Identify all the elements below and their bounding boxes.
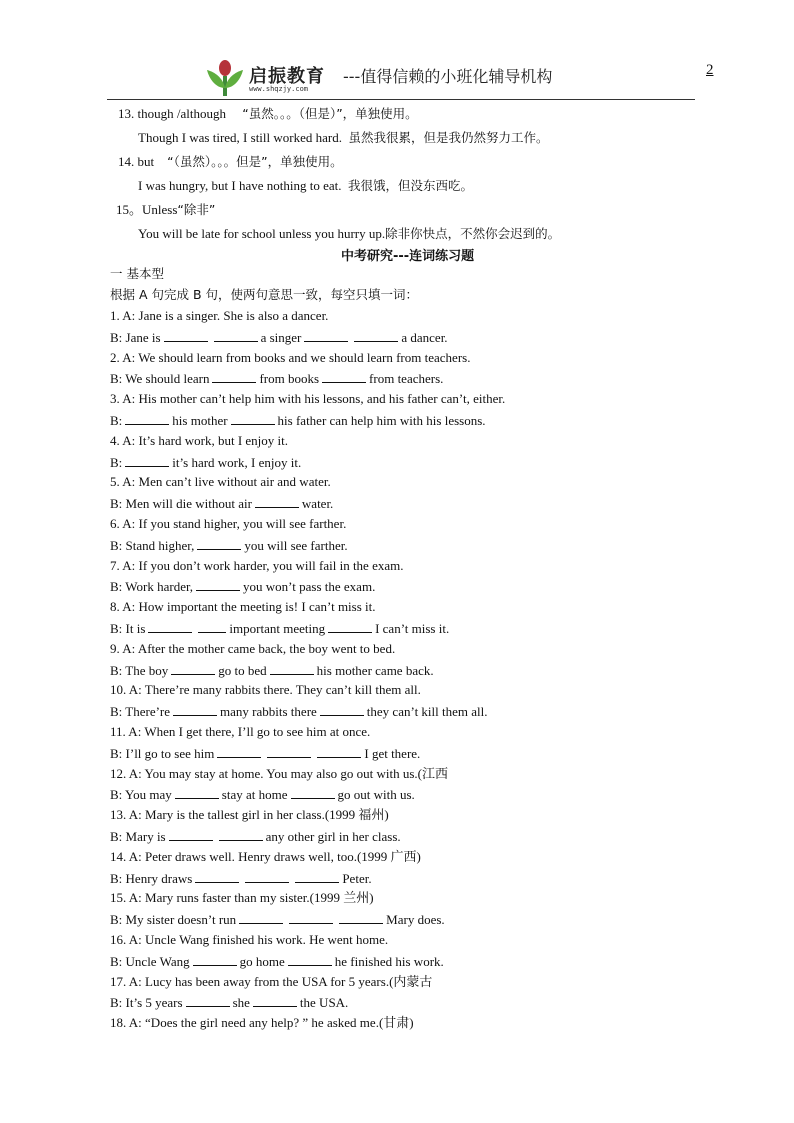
part-heading: 一 基本型 [110,266,164,281]
exercise-a: 5. A: Men can’t live without air and water. [110,474,331,489]
header-divider [107,99,695,100]
exercise-a: 14. A: Peter draws well. Henry draws well, too.(1999 广西) [110,849,421,864]
answer-blank[interactable] [148,620,192,633]
exercise-a: 2. A: We should learn from books and we should learn from teachers. [110,350,471,365]
answer-blank[interactable] [239,911,283,924]
note-example: Though I was tired, I still worked hard. 虽然我很累，但是我仍然努力工作。 [138,130,549,145]
answer-blank[interactable] [245,870,289,883]
brand-name: 启振教育 [249,66,325,87]
exercise-b: B: Work harder, you won’t pass the exam. [110,579,376,594]
exercise-a: 18. A: “Does the girl need any help? ” he asked me.(甘肃) [110,1015,414,1030]
answer-blank[interactable] [270,662,314,675]
note-line: 15。Unless“除非” [116,202,216,217]
answer-blank[interactable] [169,828,213,841]
answer-blank[interactable] [288,953,332,966]
exercise-a: 15. A: Mary runs faster than my sister.(1999 兰州) [110,890,374,905]
answer-blank[interactable] [322,370,366,383]
answer-blank[interactable] [217,745,261,758]
note-line: 14. but “（虽然）。。。但是”，单独使用。 [118,154,343,169]
answer-blank[interactable] [125,454,169,467]
answer-blank[interactable] [295,870,339,883]
section-title: 中考研究---连词练习题 [341,249,475,264]
exercise-a: 10. A: There’re many rabbits there. They can’t kill them all. [110,682,421,697]
answer-blank[interactable] [214,329,258,342]
slogan: ---值得信赖的小班化辅导机构 [343,67,553,86]
exercise-a: 6. A: If you stand higher, you will see farther. [110,516,347,531]
exercise-b: B: You may stay at home go out with us. [110,787,415,802]
exercise-a: 4. A: It’s hard work, but I enjoy it. [110,433,289,448]
answer-blank[interactable] [198,620,226,633]
exercise-b: B: it’s hard work, I enjoy it. [110,455,302,470]
note-line: 13. though /although “虽然。。。（但是）”，单独使用。 [118,106,418,121]
exercise-b: B: My sister doesn’t run Mary does. [110,912,445,927]
exercise-b: B: Men will die without air water. [110,496,334,511]
exercise-b: B: Uncle Wang go home he finished his work. [110,954,444,969]
answer-blank[interactable] [339,911,383,924]
answer-blank[interactable] [304,329,348,342]
answer-blank[interactable] [354,329,398,342]
answer-blank[interactable] [171,662,215,675]
exercise-a: 8. A: How important the meeting is! I can’t miss it. [110,599,376,614]
note-example: I was hungry, but I have nothing to eat. 我很饿，但没东西吃。 [138,178,474,193]
exercise-a: 12. A: You may stay at home. You may also go out with us.(江西 [110,766,449,781]
site-url: www.shqzjy.com [249,85,309,93]
page-number: 2 [706,62,714,78]
exercise-b: B: The boy go to bed his mother came back. [110,663,434,678]
answer-blank[interactable] [289,911,333,924]
exercise-b: B: It is important meeting I can’t miss it. [110,621,450,636]
answer-blank[interactable] [125,412,169,425]
exercise-a: 3. A: His mother can’t help him with his lessons, and his father can’t, either. [110,391,506,406]
note-example: You will be late for school unless you hurry up.除非你快点，不然你会迟到的。 [138,226,561,241]
answer-blank[interactable] [317,745,361,758]
answer-blank[interactable] [212,370,256,383]
exercise-b: B: We should learn from books from teachers. [110,371,444,386]
exercise-b: B: his mother his father can help him with his lessons. [110,413,486,428]
exercise-b: B: I’ll go to see him I get there. [110,746,421,761]
answer-blank[interactable] [195,870,239,883]
answer-blank[interactable] [291,786,335,799]
answer-blank[interactable] [253,994,297,1007]
page-header [107,58,695,100]
answer-blank[interactable] [175,786,219,799]
answer-blank[interactable] [193,953,237,966]
answer-blank[interactable] [267,745,311,758]
answer-blank[interactable] [173,703,217,716]
exercise-b: B: Mary is any other girl in her class. [110,829,401,844]
exercise-b: B: There’re many rabbits there they can’t kill them all. [110,704,488,719]
answer-blank[interactable] [231,412,275,425]
exercise-b: B: Henry draws Peter. [110,871,372,886]
exercise-b: B: Jane is a singer a dancer. [110,330,448,345]
answer-blank[interactable] [186,994,230,1007]
exercise-a: 11. A: When I get there, I’ll go to see him at once. [110,724,371,739]
exercise-a: 17. A: Lucy has been away from the USA for 5 years.(内蒙古 [110,974,433,989]
answer-blank[interactable] [196,578,240,591]
exercise-b: B: It’s 5 years she the USA. [110,995,349,1010]
exercise-a: 9. A: After the mother came back, the boy went to bed. [110,641,396,656]
exercise-b: B: Stand higher, you will see farther. [110,538,348,553]
answer-blank[interactable] [219,828,263,841]
exercise-a: 7. A: If you don’t work harder, you will fail in the exam. [110,558,404,573]
answer-blank[interactable] [197,537,241,550]
answer-blank[interactable] [328,620,372,633]
instruction: 根据 A 句完成 B 句，使两句意思一致，每空只填一词： [110,287,419,302]
answer-blank[interactable] [164,329,208,342]
exercise-a: 1. A: Jane is a singer. She is also a dancer. [110,308,329,323]
answer-blank[interactable] [255,495,299,508]
logo-icon [205,58,245,98]
exercise-a: 13. A: Mary is the tallest girl in her class.(1999 福州) [110,807,389,822]
answer-blank[interactable] [320,703,364,716]
exercise-a: 16. A: Uncle Wang finished his work. He went home. [110,932,389,947]
